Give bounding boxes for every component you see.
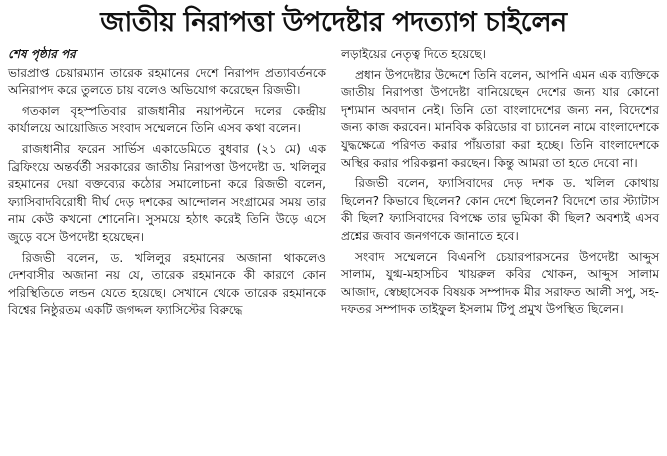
continued-from-label: শেষ পৃষ্ঠার পর	[8, 47, 76, 61]
left-column	[8, 46, 326, 323]
paragraph: লড়াইয়ের নেতৃত্ব দিতে হয়েছে।	[341, 47, 486, 61]
paragraph: ভারপ্রাপ্ত চেয়ারম্যান তারেক রহমানের দেশে নিরাপদ প্রত্যাবর্তনকে অনিরাপদ করে তুলতে চায় বলেও অভিযোগ করেছেন রিজভী।	[8, 65, 326, 98]
paragraph: গতকাল বৃহস্পতিবার রাজধানীর নয়াপল্টনে দলের কেন্দ্রীয় কার্যালয়ে আয়োজিত সংবাদ সম্মেলনে তিনি এসব কথা বলেন।	[8, 103, 326, 136]
paragraph: প্রধান উপদেষ্টার উদ্দেশে তিনি বলেন, আপনি এমন এক ব্যক্তিকে জাতীয় নিরাপত্তা উপদেষ্টা বানিয়েছেন দেশের জন্য যার কোনো দৃশ্যমান অবদান নেই। তিনি তো বাংলাদেশের জন্য নন, বিদেশের জন্য কাজ করবেন। মানবিক করিডোর বা চ্যানেল নামে বাংলাদেশকে যুদ্ধক্ষেত্রে পরিণত করার পাঁয়তারা করা হচ্ছে। তিনি বাংলাদেশকে অস্থির করার পরিকল্পনা করছেন। কিন্তু আমরা তা হতে দেবো না।	[341, 67, 659, 170]
paragraph: সংবাদ সম্মেলনে বিএনপি চেয়ারপারসনের উপদেষ্টা আব্দুস সালাম, যুগ্ম-মহাসচিব খায়রুল কবির খোকন, আব্দুস সালাম আজাদ, স্বেচ্ছাসেবক বিষয়ক সম্পাদক মীর সরাফত আলী সপু, সহ-দফতর সম্পাদক তাইফুল ইসলাম টিপু প্রমুখ উপস্থিত ছিলেন।	[341, 249, 659, 317]
article-body	[8, 46, 659, 323]
paragraph: রিজভী বলেন, ফ্যাসিবাদের দেড় দশক ড. খলিল কোথায় ছিলেন? কিভাবে ছিলেন? কোন দেশে ছিলেন? বিদেশে তার স্ট্যাটাস কী ছিল? ফ্যাসিবাদের বিপক্ষে তার ভূমিকা কী ছিল? অবশ্যই এসব প্রশ্নের জবাব জনগণকে জানাতে হবে।	[341, 176, 659, 243]
paragraph: রাজধানীর ফরেন সার্ভিস একাডেমিতে বুধবার (২১ মে) এক ব্রিফিংয়ে অন্তর্বর্তী সরকারের জাতীয় নিরাপত্তা উপদেষ্টা ড. খলিলুর রহমানের দেয়া বক্তব্যের কঠোর সমালোচনা করে রিজভী বলেন, ফ্যাসিবাদবিরোধী দীর্ঘ দেড় দশকের আন্দোলন সংগ্রামের সময় তার নাম কেউ কখনো শোনেনি। সুসময়ে হঠাৎ করেই তিনি উড়ে এসে জুড়ে বসে উপদেষ্টা হয়েছেন।	[8, 141, 326, 244]
paragraph: রিজভী বলেন, ড. খলিলুর রহমানের অজানা থাকলেও দেশবাসীর অজানা নয় যে, তারেক রহমানকে কী কারণে কোন পরিস্থিতিতে লন্ডন যেতে হয়েছে। সেখানে থেকে তারেক রহমানকে বিশ্বের নিষ্ঠুরতম একটি জগদ্দল ফ্যাসিস্টের বিরুদ্ধে	[8, 250, 326, 318]
article-headline: জাতীয় নিরাপত্তা উপদেষ্টার পদত্যাগ চাইলেন	[100, 7, 567, 38]
right-column	[341, 46, 659, 323]
